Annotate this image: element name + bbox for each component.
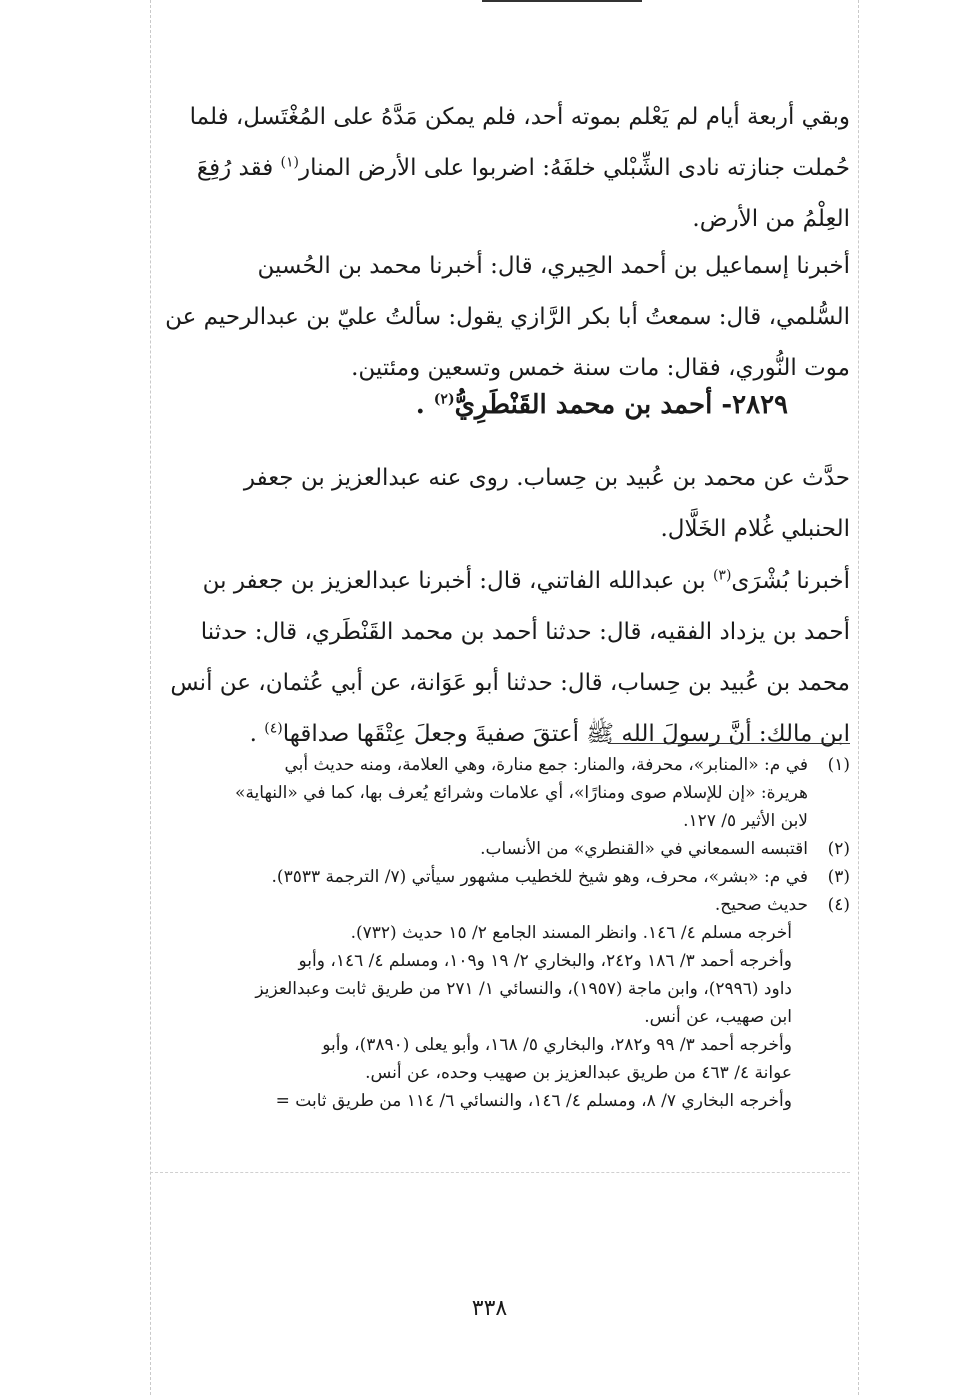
text-line: ابن مالك: أنَّ رسولَ الله ﷺ أعتقَ صفيةَ وجعلَ عِتْقَها صداقها$^{(٤)}$ .	[249, 720, 850, 747]
text-line: السُّلمي، قال: سمعتُ أبا بكر الرَّازي يقول: سألتُ عليّ بن عبدالرحيم عن	[165, 304, 850, 330]
text-fragment: ابن مالك: أنَّ رسولَ الله ﷺ أعتقَ صفيةَ وجعلَ عِتْقَها صداقها	[282, 721, 850, 747]
source-block	[130, 947, 792, 1031]
footnote	[130, 863, 850, 891]
text-line: محمد بن عُبيد بن حِساب، قال: حدثنا أبو عَوَانة، عن أبي عُثمان، عن أنس	[170, 670, 850, 696]
footnote	[130, 751, 850, 835]
source-line: ابن صهيب، عن أنس.	[644, 1007, 792, 1027]
text-line: أحمد بن يزداد الفقيه، قال: حدثنا أحمد بن محمد القَنْطَري، قال: حدثنا	[200, 619, 850, 645]
footnote-text	[130, 863, 808, 891]
text-fragment: بن عبدالله الفاتني، قال: أخبرنا عبدالعزيز بن جعفر بن	[202, 568, 706, 594]
margin-guide-right	[858, 0, 859, 1395]
footnote-number: (٤)	[827, 895, 850, 915]
source-line: أخرجه مسلم ٤/ ١٤٦. وانظر المسند الجامع ٢/ ١٥ حديث (٧٣٢).	[350, 923, 792, 943]
page-number: ٣٣٨	[471, 1296, 508, 1321]
footnote-ref: (١)	[280, 154, 299, 171]
source-line: عوانة ٤/ ٤٦٣ من طريق عبدالعزيز بن صهيب وحده، عن أنس.	[365, 1063, 792, 1083]
footnote-ref: (٤)	[264, 720, 283, 737]
footnote-line: في م: «بشر»، محرف، وهو شيخ للخطيب مشهور سيأتي (٧/ الترجمة ٣٥٣٣).	[271, 867, 808, 887]
footnote-line: في م: «المنابر»، محرفة، والمنار: جمع منارة، وهي العلامة، ومنه حديث أبي	[284, 755, 808, 775]
text-line: وبقي أربعة أيام لم يَعْلم بموته أحد، فلم يمكن مَدَّهُ على المُغْتَسل، فلما	[189, 104, 850, 130]
heading-text: ٢٨٢٩- أحمد بن محمد القَنْطَرِيُّ	[454, 390, 788, 420]
footnote-text	[130, 835, 808, 863]
footnote-line: اقتبسه السمعاني في «القنطري» من الأنساب.	[480, 839, 808, 859]
footnote-number: (٣)	[827, 867, 850, 887]
footnote-line: هريرة: «إن للإسلام صوى ومنارًا»، أي علامات وشرائع يُعرف بها، كما في «النهاية»	[235, 783, 808, 803]
text-fragment: أخبرنا بُشْرَى	[731, 568, 850, 594]
footnote-divider	[608, 743, 850, 744]
footnote-number: (١)	[827, 755, 850, 775]
footnote-ref: (٢)	[433, 391, 455, 408]
text-line: العِلْمُ من الأرض.	[692, 206, 850, 232]
footnote-line: حديث صحيح.	[714, 895, 808, 915]
text-line: موت النُّوري، فقال: مات سنة خمس وتسعين ومئتين.	[351, 355, 850, 381]
text-fragment: فقد رُفِعَ	[196, 155, 274, 181]
footnote-number: (٢)	[827, 839, 850, 859]
footnote	[130, 891, 850, 919]
source-line: داود (٢٩٩٦)، وابن ماجة (١٩٥٧)، والنسائي ١/ ٢٧١ من طريق ثابت وعبدالعزيز	[255, 979, 792, 999]
source-line: وأخرجه أحمد ٣/ ١٨٦ و٢٤٢، والبخاري ٢/ ١٩ و١٠٩، ومسلم ٤/ ١٤٦، وأبو	[298, 951, 792, 971]
source-block	[130, 919, 792, 947]
text-line: حدَّث عن محمد بن عُبيد بن حِساب. روى عنه عبدالعزيز بن جعفر	[243, 465, 850, 491]
paragraph-hadith	[138, 556, 850, 760]
source-line: وأخرجه أحمد ٣/ ٩٩ و٢٨٢، والبخاري ٥/ ١٦٨، وأبو يعلى (٣٨٩٠)، وأبو	[322, 1035, 792, 1055]
text-line	[138, 143, 850, 194]
footnote-line: لابن الأثير ٥/ ١٢٧.	[683, 811, 808, 831]
paragraph-death	[138, 92, 850, 245]
footnotes	[130, 751, 850, 1115]
paragraph-isnad	[138, 241, 850, 394]
text-line	[138, 556, 850, 607]
footnote-text	[130, 891, 808, 919]
source-line: وأخرجه البخاري ٧/ ٨، ومسلم ٤/ ١٤٦، والنسائي ٦/ ١١٤ من طريق ثابت =	[275, 1091, 792, 1111]
top-rule	[482, 0, 642, 2]
source-block	[130, 1087, 792, 1115]
text-line: أخبرنا إسماعيل بن أحمد الحِيري، قال: أخبرنا محمد بن الحُسين	[257, 253, 850, 279]
margin-guide-bottom	[150, 1172, 850, 1173]
footnote-text	[130, 751, 808, 835]
source-block	[130, 1031, 792, 1087]
footnote-ref: (٣)	[712, 567, 732, 584]
text-fragment: حُملت جنازته نادى الشِّبْلي خلفَهُ: اضربوا على الأرض المنار	[298, 155, 850, 181]
footnote	[130, 835, 850, 863]
entry-heading: ٢٨٢٩- أحمد بن محمد القَنْطَرِيُّ$^{(٢)}$ .	[415, 390, 788, 420]
paragraph-bio	[138, 453, 850, 555]
text-line: الحنبلي غُلام الخَلَّال.	[660, 516, 850, 542]
